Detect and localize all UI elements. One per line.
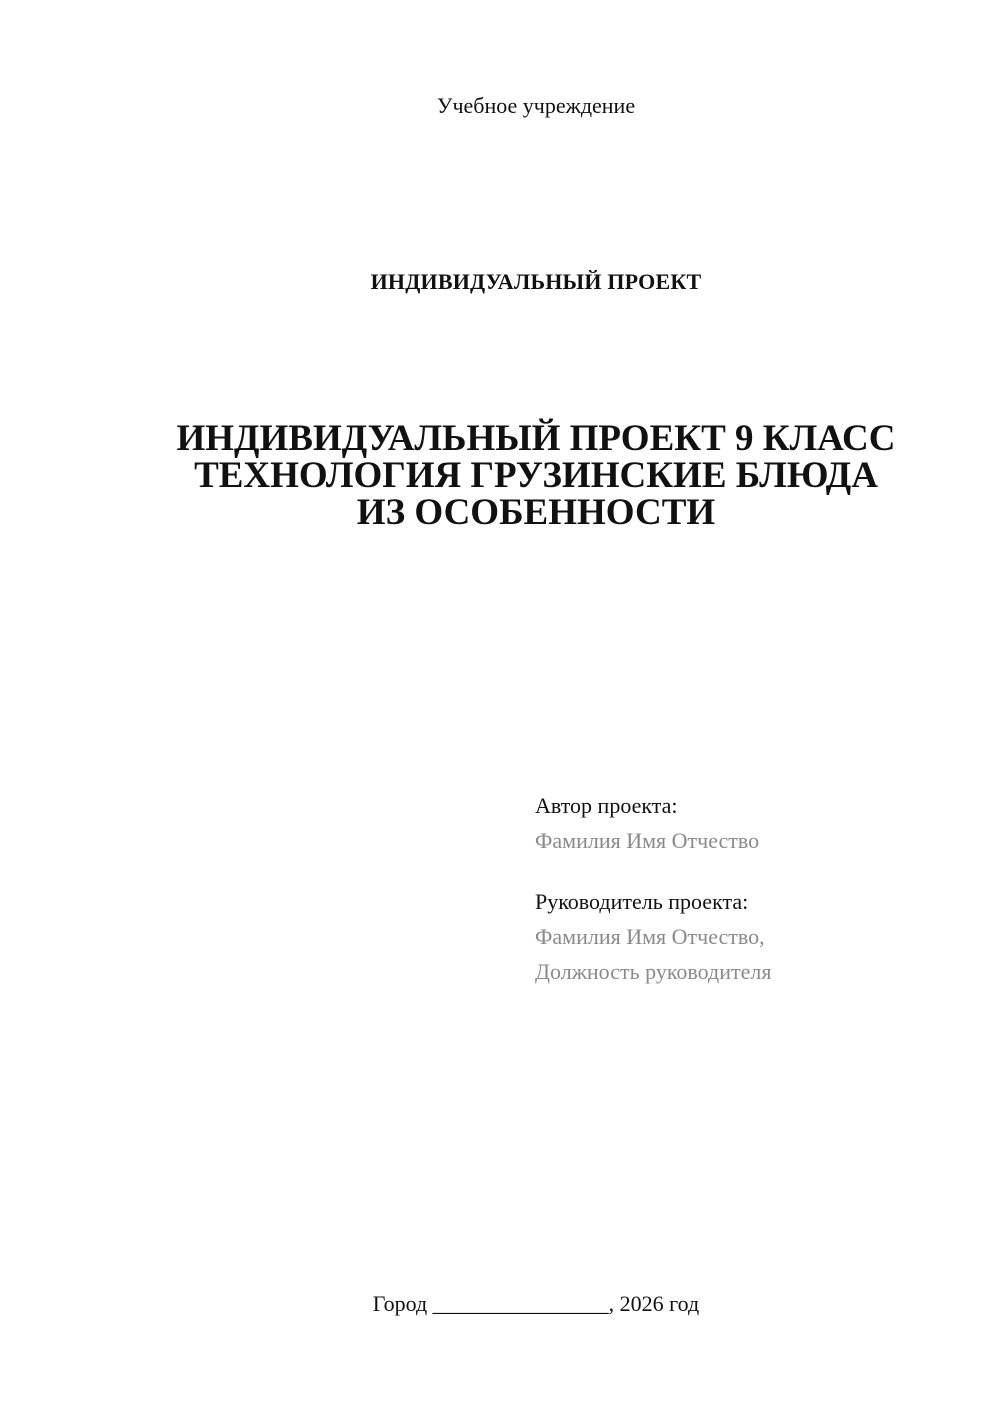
project-title-line: ТЕХНОЛОГИЯ ГРУЗИНСКИЕ БЛЮДА	[194, 455, 878, 496]
project-title	[140, 420, 932, 531]
document-type: ИНДИВИДУАЛЬНЫЙ ПРОЕКТ	[370, 269, 702, 294]
supervisor-label: Руководитель проекта:	[535, 889, 749, 914]
supervisor-position: Должность руководителя	[535, 959, 772, 984]
project-title-line: ИНДИВИДУАЛЬНЫЙ ПРОЕКТ 9 КЛАСС	[176, 418, 896, 459]
institution-name: Учебное учреждение	[436, 93, 636, 118]
city-year-line: Город ________________, 2026 год	[372, 1291, 700, 1316]
supervisor-name: Фамилия Имя Отчество,	[535, 924, 765, 949]
author-label: Автор проекта:	[535, 793, 678, 818]
spacer	[535, 858, 975, 884]
author-name: Фамилия Имя Отчество	[535, 828, 760, 853]
project-info-block	[535, 788, 975, 989]
project-title-line: ИЗ ОСОБЕННОСТИ	[356, 492, 716, 533]
